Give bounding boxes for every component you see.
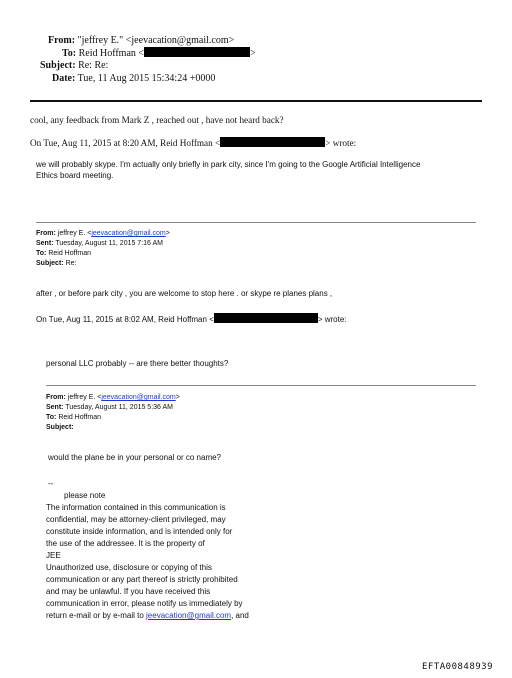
- redaction-bar: [220, 137, 325, 147]
- header-subject: [40, 60, 108, 72]
- fwd1-to-value: Reid Hoffman: [48, 250, 91, 257]
- fwd1-divider: [36, 222, 476, 223]
- fwd1-subject-label: Subject:: [36, 260, 64, 267]
- fwd2-to: [46, 413, 101, 423]
- header-subject-value: Re: Re:: [78, 60, 109, 71]
- fwd1-sent-value: Tuesday, August 11, 2015 7:16 AM: [55, 240, 163, 247]
- fwd2-sent-value: Tuesday, August 11, 2015 5:36 AM: [65, 404, 173, 411]
- msg1-quote-pre: On Tue, Aug 11, 2015 at 8:20 AM, Reid Hoffman <: [30, 138, 221, 148]
- fwd2-from-name: jeffrey E. <: [67, 394, 102, 401]
- fwd1-to: [36, 249, 91, 259]
- disclaimer-email-link[interactable]: jeevacation@gmail.com: [146, 611, 232, 620]
- header-to-close: >: [250, 48, 256, 59]
- disclaimer-line: constitute inside information, and is intended only for: [46, 527, 233, 536]
- fwd2-from-close: >: [175, 394, 180, 401]
- header-from-value: "jeffrey E." <jeevacation@gmail.com>: [77, 35, 235, 46]
- fwd1-quote-line: [36, 313, 347, 326]
- disclaimer-line: and may be unlawful. If you have received this: [46, 587, 211, 596]
- fwd2-from: [46, 393, 180, 403]
- fwd1-quote-pre: On Tue, Aug 11, 2015 at 8:02 AM, Reid Hoffman <: [36, 315, 214, 324]
- redaction-bar: [214, 313, 318, 323]
- disclaimer-line: The information contained in this communication is: [46, 503, 226, 512]
- fwd2-divider: [46, 385, 476, 386]
- header-to: [62, 47, 256, 60]
- msg1-quote-line: [30, 137, 356, 149]
- msg1-body: cool, any feedback from Mark Z , reached out , have not heard back?: [30, 115, 284, 125]
- fwd1-from: [36, 229, 170, 239]
- disclaimer-line: confidential, may be attorney-client privileged, may: [46, 515, 226, 524]
- header-to-value: Reid Hoffman <: [78, 48, 145, 59]
- fwd2-subject-label: Subject:: [46, 424, 74, 431]
- msg3-body: personal LLC probably -- are there better thoughts?: [46, 359, 229, 368]
- signature-dash: --: [48, 479, 54, 488]
- fwd1-from-email-link[interactable]: jeevacation@gmail.com: [91, 230, 166, 237]
- disclaimer-block: [46, 503, 346, 623]
- fwd2-to-value: Reid Hoffman: [58, 414, 101, 421]
- fwd2-sent-label: Sent:: [46, 404, 64, 411]
- msg1-quote-post: > wrote:: [325, 138, 357, 148]
- header-subject-label: Subject:: [40, 60, 76, 71]
- signature-note: please note: [64, 491, 106, 500]
- disclaimer-line: JEE: [46, 551, 61, 560]
- fwd1-sent-label: Sent:: [36, 240, 54, 247]
- redaction-bar: [144, 47, 250, 57]
- fwd2-from-email-link[interactable]: jeevacation@gmail.com: [101, 394, 176, 401]
- fwd1-from-label: From:: [36, 230, 56, 237]
- fwd1-sent: [36, 239, 163, 249]
- fwd1-to-label: To:: [36, 250, 47, 257]
- disclaimer-last-post: , and: [231, 611, 249, 620]
- bates-number: EFTA00848939: [422, 662, 494, 672]
- fwd1-subject-value: Re:: [65, 260, 77, 267]
- fwd2-to-label: To:: [46, 414, 57, 421]
- disclaimer-last-line: [46, 611, 346, 623]
- fwd1-quote-post: > wrote:: [317, 315, 347, 324]
- fwd2-body: would the plane be in your personal or co name?: [48, 453, 221, 462]
- disclaimer-line: communication in error, please notify us immediately by: [46, 599, 243, 608]
- header-from: [48, 35, 234, 47]
- header-from-label: From:: [48, 35, 76, 46]
- fwd1-from-close: >: [165, 230, 170, 237]
- disclaimer-last-pre: return e-mail or by e-mail to: [46, 611, 147, 620]
- header-to-label: To:: [62, 48, 77, 59]
- fwd1-body: after , or before park city , you are welcome to stop here . or skype re planes plans ,: [36, 289, 333, 298]
- disclaimer-line: Unauthorized use, disclosure or copying of this: [46, 563, 212, 572]
- fwd2-from-label: From:: [46, 394, 66, 401]
- disclaimer-line: the use of the addressee. It is the property of: [46, 539, 205, 548]
- fwd1-subject: [36, 259, 76, 269]
- disclaimer-line: communication or any part thereof is strictly prohibited: [46, 575, 238, 584]
- fwd1-from-name: jeffrey E. <: [57, 230, 92, 237]
- fwd2-subject: [46, 423, 74, 433]
- header-divider: [30, 100, 482, 102]
- header-date-label: Date:: [52, 73, 76, 84]
- msg2-body: we will probably skype. I'm actually only briefly in park city, since I'm going to the Google Artificial Intelligence Ethics board meeting.: [36, 160, 421, 180]
- fwd2-sent: [46, 403, 173, 413]
- header-date: [52, 73, 215, 85]
- header-date-value: Tue, 11 Aug 2015 15:34:24 +0000: [77, 73, 216, 84]
